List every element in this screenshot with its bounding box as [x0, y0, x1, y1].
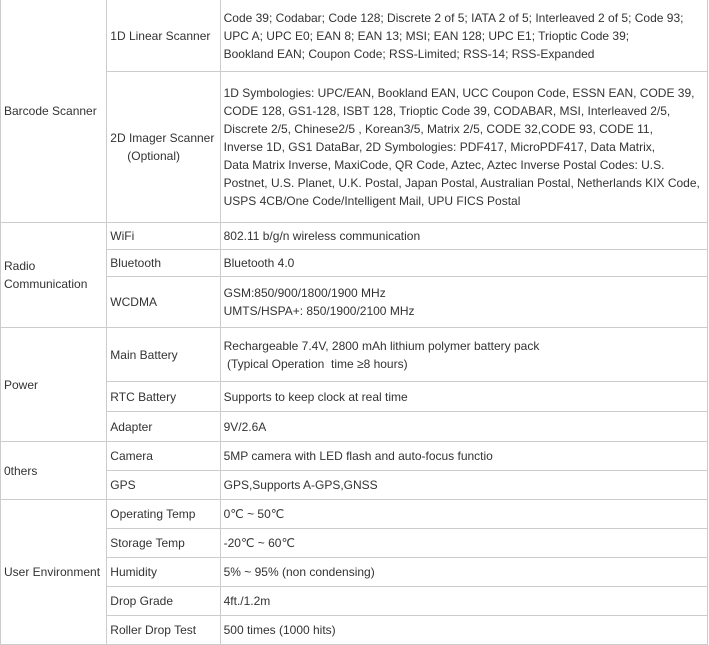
value-line: GSM:850/900/1800/1900 MHz [223, 286, 386, 300]
value-line: Inverse 1D, GS1 DataBar, 2D Symbologies: PDF417, MicroPDF417, Data Matrix, [223, 140, 656, 154]
table-row [1, 558, 708, 587]
value-main-battery [220, 328, 707, 382]
label-storage-temp: Storage Temp [107, 529, 220, 558]
value-1d-linear-scanner [220, 0, 707, 72]
value-line: CODE 128, GS1-128, ISBT 128, Trioptic Code 39, CODABAR, MSI, Interleaved 2/5, [223, 104, 671, 118]
value-2d-imager-scanner [220, 72, 707, 223]
table-row [1, 471, 708, 500]
label-drop-grade: Drop Grade [107, 587, 220, 616]
table-row [1, 223, 708, 250]
value-humidity: 5% ~ 95% (non condensing) [220, 558, 707, 587]
value-line: Discrete 2/5, Chinese2/5 , Korean3/5, Matrix 2/5, CODE 32,CODE 93, CODE 11, [223, 122, 653, 136]
value-line: Code 39; Codabar; Code 128; Discrete 2 of 5; IATA 2 of 5; Interleaved 2 of 5; Code 93; [223, 10, 684, 25]
label-main-battery: Main Battery [107, 328, 220, 382]
category-barcode-scanner: Barcode Scanner [1, 0, 107, 223]
label-gps: GPS [107, 471, 220, 500]
label-rtc-battery: RTC Battery [107, 382, 220, 412]
category-radio-communication [1, 223, 107, 328]
value-rtc-battery: Supports to keep clock at real time [220, 382, 707, 412]
value-line: Rechargeable 7.4V, 2800 mAh lithium polymer battery pack [223, 338, 540, 353]
table-row [1, 442, 708, 471]
value-line: (Typical Operation time ≥8 hours) [223, 356, 408, 371]
value-line: Postnet, U.S. Planet, U.K. Postal, Japan Postal, Australian Postal, Netherlands KIX Code, [223, 176, 700, 190]
value-drop-grade: 4ft./1.2m [220, 587, 707, 616]
label-2d-imager-scanner [107, 72, 220, 223]
category-line: Communication [4, 277, 88, 291]
table-row [1, 0, 708, 72]
table-row [1, 587, 708, 616]
table-row [1, 616, 708, 645]
category-line: Radio [4, 259, 36, 273]
category-others: 0thers [1, 442, 107, 500]
label-humidity: Humidity [107, 558, 220, 587]
label-operating-temp: Operating Temp [107, 500, 220, 529]
category-user-environment: User Environment [1, 500, 107, 645]
table-row [1, 250, 708, 277]
value-line: 1D Symbologies: UPC/EAN, Bookland EAN, UCC Coupon Code, ESSN EAN, CODE 39, [223, 86, 695, 100]
category-power: Power [1, 328, 107, 442]
table-row [1, 500, 708, 529]
value-line: Bookland EAN; Coupon Code; RSS-Limited; RSS-14; RSS-Expanded [223, 46, 595, 61]
value-bluetooth: Bluetooth 4.0 [220, 250, 707, 277]
label-line-optional: (Optional) [127, 149, 180, 163]
label-roller-drop-test: Roller Drop Test [107, 616, 220, 645]
value-wcdma [220, 277, 707, 328]
value-line: Data Matrix Inverse, MaxiCode, QR Code, Aztec, Aztec Inverse Postal Codes: U.S. [223, 158, 665, 172]
value-line: UPC A; UPC E0; EAN 8; EAN 13; MSI; EAN 128; UPC E1; Trioptic Code 39; [223, 28, 630, 43]
label-camera: Camera [107, 442, 220, 471]
value-camera: 5MP camera with LED flash and auto-focus functio [220, 442, 707, 471]
label-bluetooth: Bluetooth [107, 250, 220, 277]
table-row [1, 72, 708, 223]
value-operating-temp: 0℃ ~ 50℃ [220, 500, 707, 529]
table-row [1, 382, 708, 412]
label-wcdma: WCDMA [107, 277, 220, 328]
table-row [1, 328, 708, 382]
label-adapter: Adapter [107, 412, 220, 442]
value-wifi: 802.11 b/g/n wireless communication [220, 223, 707, 250]
value-roller-drop-test: 500 times (1000 hits) [220, 616, 707, 645]
table-row [1, 529, 708, 558]
table-row [1, 277, 708, 328]
value-gps: GPS,Supports A-GPS,GNSS [220, 471, 707, 500]
label-wifi: WiFi [107, 223, 220, 250]
value-line: USPS 4CB/One Code/Intelligent Mail, UPU FICS Postal [223, 194, 521, 208]
label-1d-linear-scanner: 1D Linear Scanner [107, 0, 220, 72]
value-adapter: 9V/2.6A [220, 412, 707, 442]
value-line: UMTS/HSPA+: 850/1900/2100 MHz [223, 304, 415, 318]
value-storage-temp: -20℃ ~ 60℃ [220, 529, 707, 558]
label-line: 2D Imager Scanner [110, 131, 215, 145]
table-row [1, 412, 708, 442]
